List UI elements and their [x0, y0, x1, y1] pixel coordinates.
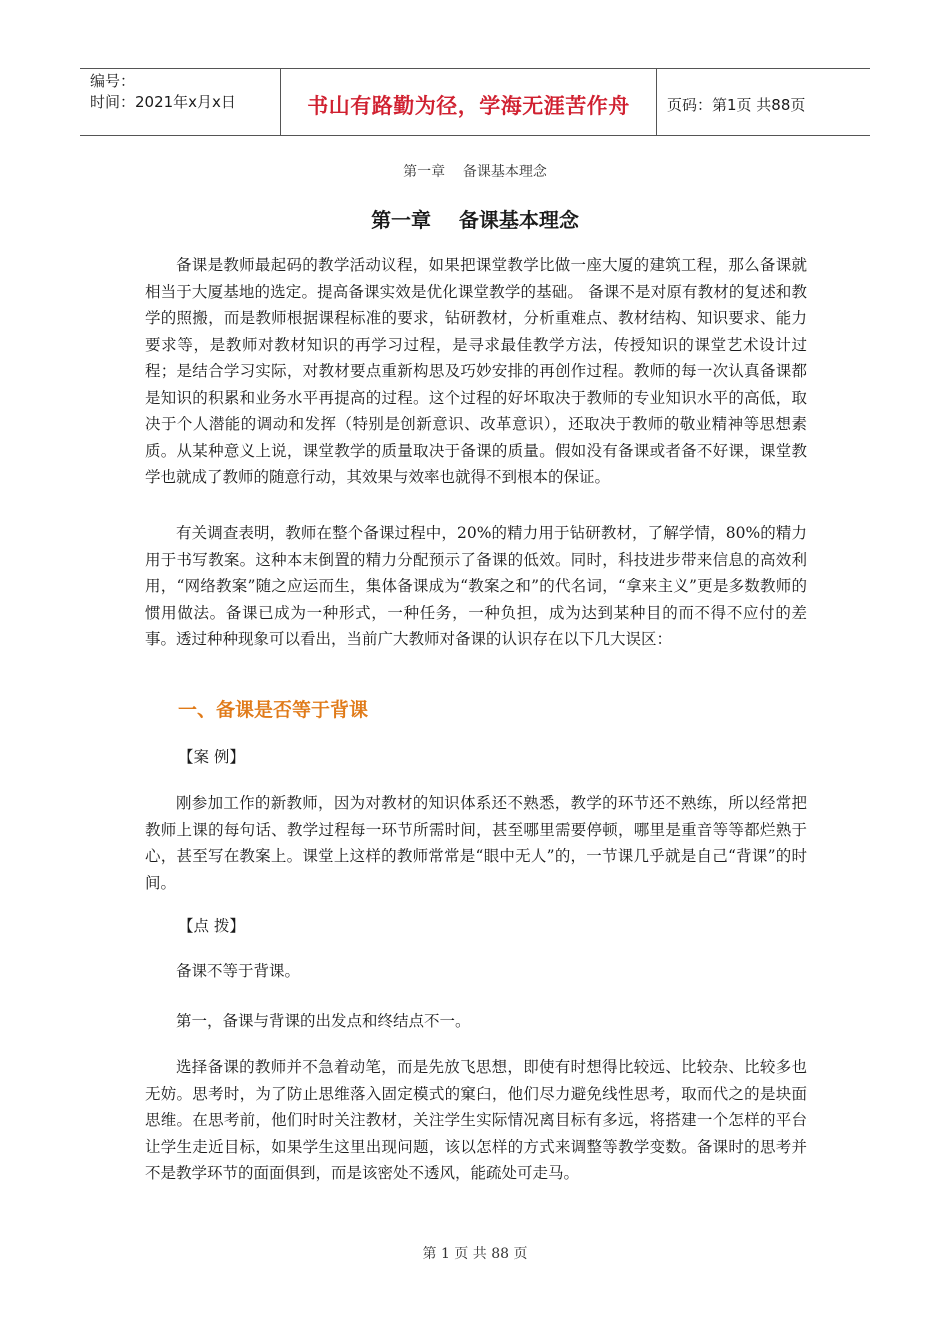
paragraph-thinking: 选择备课的教师并不急着动笔，而是先放飞思想，即使有时想得比较远、比较杂、比较多也无妨。思考时，为了防止思维落入固定模式的窠臼，他们尽力避免线性思考，取而代之的是块面思维。在思考前，他们时时关注教材，关注学生实际情况离目标有多远，将搭建一个怎样的平台让学生走近目标，如果学生这里出现问题，该以怎样的方式来调整等教学变数。备课时的思考并不是教学环节的面面俱到，而是该密处不透风，能疏处可走马。	[145, 1058, 807, 1182]
document-date-label: 时间：2021年x月x日	[90, 93, 236, 111]
chapter-title-text: 第一章 备课基本理念	[371, 208, 579, 232]
paragraph-survey: 有关调查表明，教师在整个备课过程中，20%的精力用于钻研教材，了解学情，80%的精力用于书写教案。这种本末倒置的精力分配预示了备课的低效。同时，科技进步带来信息的高效利用，“网络教案”随之应运而生，集体备课成为“教案之和”的代名词，“拿来主义”更是多数教师的惯用做法。备课已成为一种形式，一种任务，一种负担，成为达到某种目的而不得不应付的差事。透过种种现象可以看出，当前广大教师对备课的认识存在以下几大误区：	[145, 524, 807, 648]
paragraph-case: 刚参加工作的新教师，因为对教材的知识体系还不熟悉，教学的环节还不熟练，所以经常把教师上课的每句话、教学过程每一环节所需时间，甚至哪里需要停顿，哪里是重音等等都烂熟于心，甚至写在教案上。课堂上这样的教师常常是“眼中无人”的，一节课几乎就是自己“背课”的时间。	[145, 794, 807, 892]
paragraph-intro: 备课是教师最起码的教学活动议程，如果把课堂教学比做一座大厦的建筑工程，那么备课就相当于大厦基地的选定。提高备课实效是优化课堂教学的基础。 备课不是对原有教材的复述和教学的照搬，而是教师根据课程标准的要求，钻研教材，分析重难点、教材结构、知识要求、能力要求等，是教师对教材知识的再学习过程，是寻求最佳教学方法，传授知识的课堂艺术设计过程；是结合学习实际，对教材要点重新构思及巧妙安排的再创作过程。教师的每一次认真备课都是知识的积累和业务水平再提高的过程。这个过程的好坏取决于教师的专业知识水平的高低，取决于个人潜能的调动和发挥（特别是创新意识、改革意识），还取决于教师的敬业精神等思想素质。从某种意义上说，课堂教学的质量取决于备课的质量。假如没有备课或者备不好课，课堂教学也就成了教师的随意行动，其效果与效率也就得不到根本的保证。	[145, 256, 807, 486]
section-heading: 一、备课是否等于背课	[178, 699, 369, 721]
running-head-text: 第一章 备课基本理念	[403, 164, 547, 180]
header-meta-cell	[80, 69, 281, 135]
document-number-label: 编号：	[90, 72, 136, 90]
running-head	[0, 161, 950, 181]
paragraph-tip: 备课不等于背课。	[176, 962, 301, 980]
case-label: 【案 例】	[178, 748, 245, 766]
page-footer: 第 1 页 共 88 页	[422, 1246, 528, 1262]
header-page-info: 页码：第1页 共88页	[667, 95, 806, 114]
header-motto: 书山有路勤为径，学海无涯苦作舟	[307, 94, 630, 118]
header-motto-cell	[281, 69, 657, 135]
tip-label: 【点 拨】	[178, 917, 245, 935]
header-page-cell	[657, 69, 870, 135]
paragraph-first-point: 第一，备课与背课的出发点和终结点不一。	[176, 1012, 471, 1030]
chapter-title	[0, 204, 950, 233]
header-table	[80, 68, 870, 136]
